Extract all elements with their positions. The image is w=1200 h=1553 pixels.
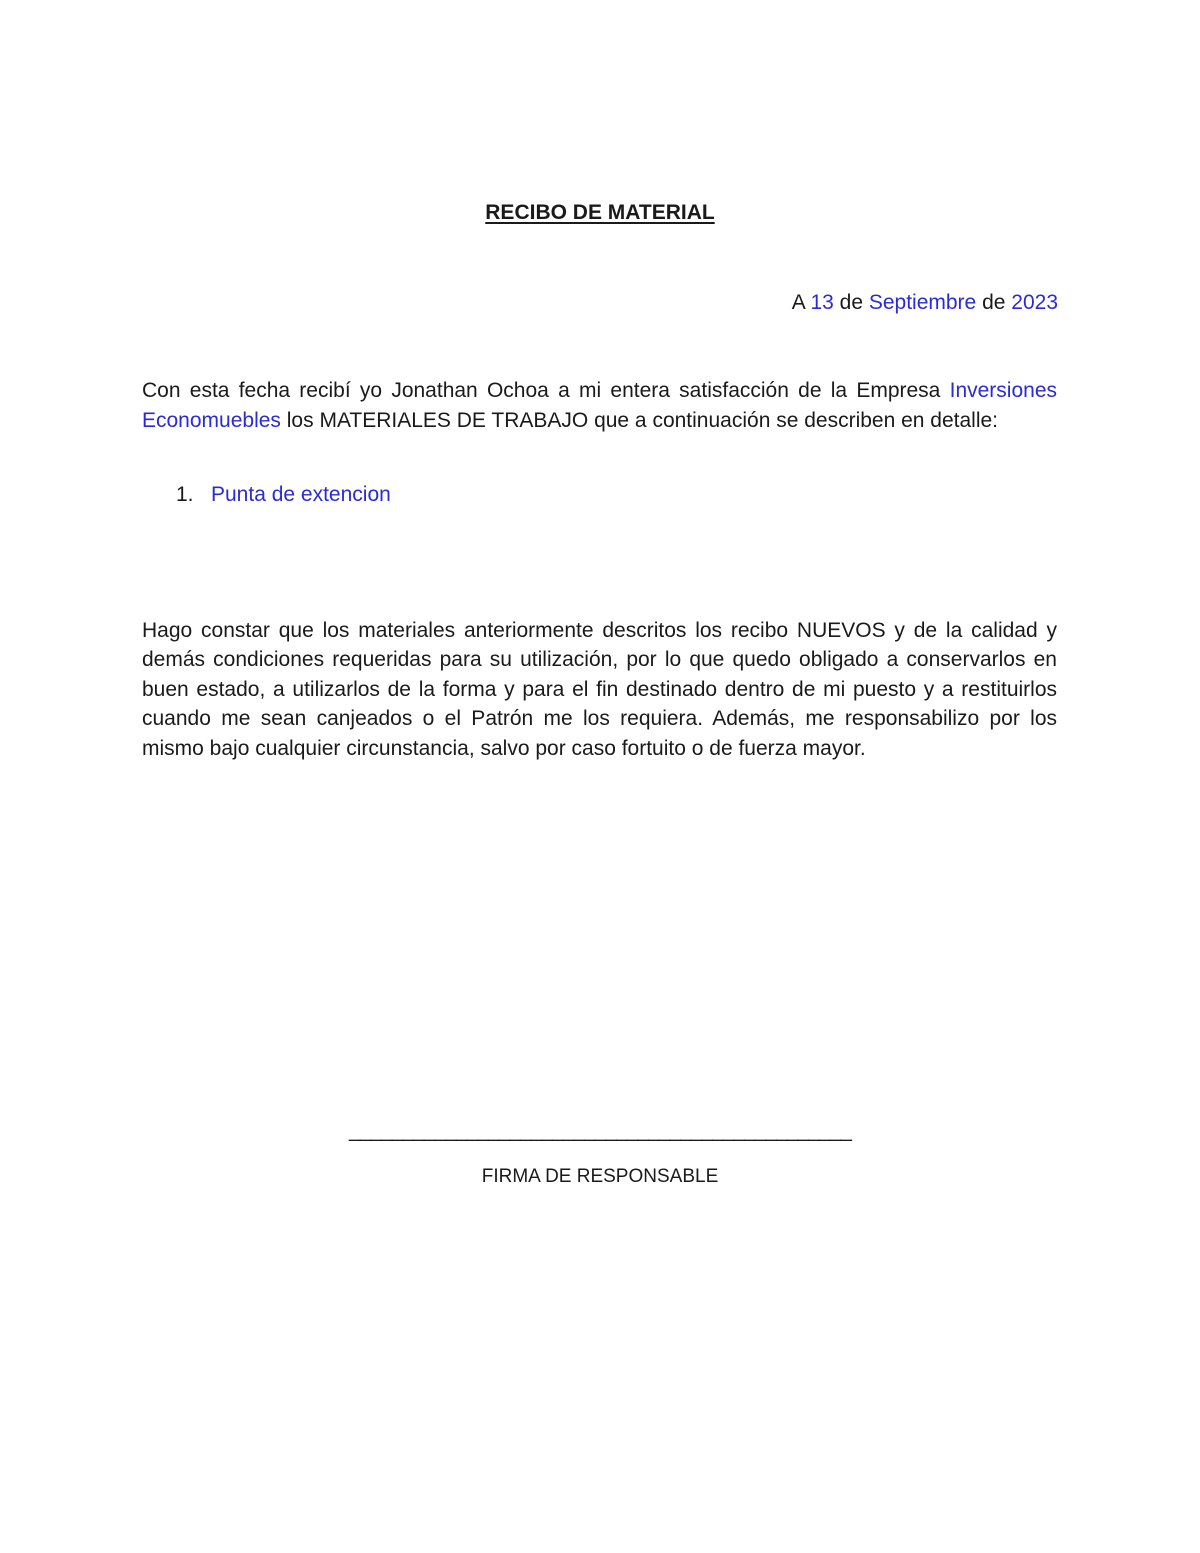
date-prefix: A	[791, 291, 805, 314]
date-de-2: de	[982, 291, 1006, 314]
signature-label: FIRMA DE RESPONSABLE	[481, 1166, 719, 1187]
date-month: Septiembre	[868, 291, 977, 314]
intro-paragraph	[142, 376, 1057, 436]
list-item	[176, 480, 391, 510]
document-date	[792, 288, 1058, 318]
company-name: Inversiones Economuebles	[142, 379, 1057, 432]
declaration-paragraph: Hago constar que los materiales anteriormente descritos los recibo NUEVOS y de la calidad y demás condiciones requeridas para su utilización, por lo que quedo obligado a conservarlos en buen estado, a utilizarlos de la forma y para el fin destinado dentro de mi puesto y a restituirlos cuando me sean canjeados o el Patrón me los requiera. Además, me responsabilizo por los mismo bajo cualquier circunstancia, salvo por caso fortuito o de fuerza mayor.	[142, 619, 1057, 760]
materials-list	[176, 480, 391, 510]
document-title-text: RECIBO DE MATERIAL	[485, 201, 715, 224]
date-day: 13	[810, 291, 834, 314]
intro-part-1: Con esta fecha recibí yo Jonathan Ochoa a mi entera satisfacción de la Empresa	[142, 379, 941, 402]
list-item-label: Punta de extencion	[211, 483, 391, 506]
date-year: 2023	[1011, 291, 1058, 314]
document-title	[0, 198, 1200, 228]
intro-part-2: los MATERIALES DE TRABAJO que a continuación se describen en detalle:	[286, 409, 999, 432]
list-item-number: 1.	[176, 483, 194, 506]
signature-line: _______________________________________________	[349, 1119, 851, 1142]
date-de-1: de	[839, 291, 863, 314]
